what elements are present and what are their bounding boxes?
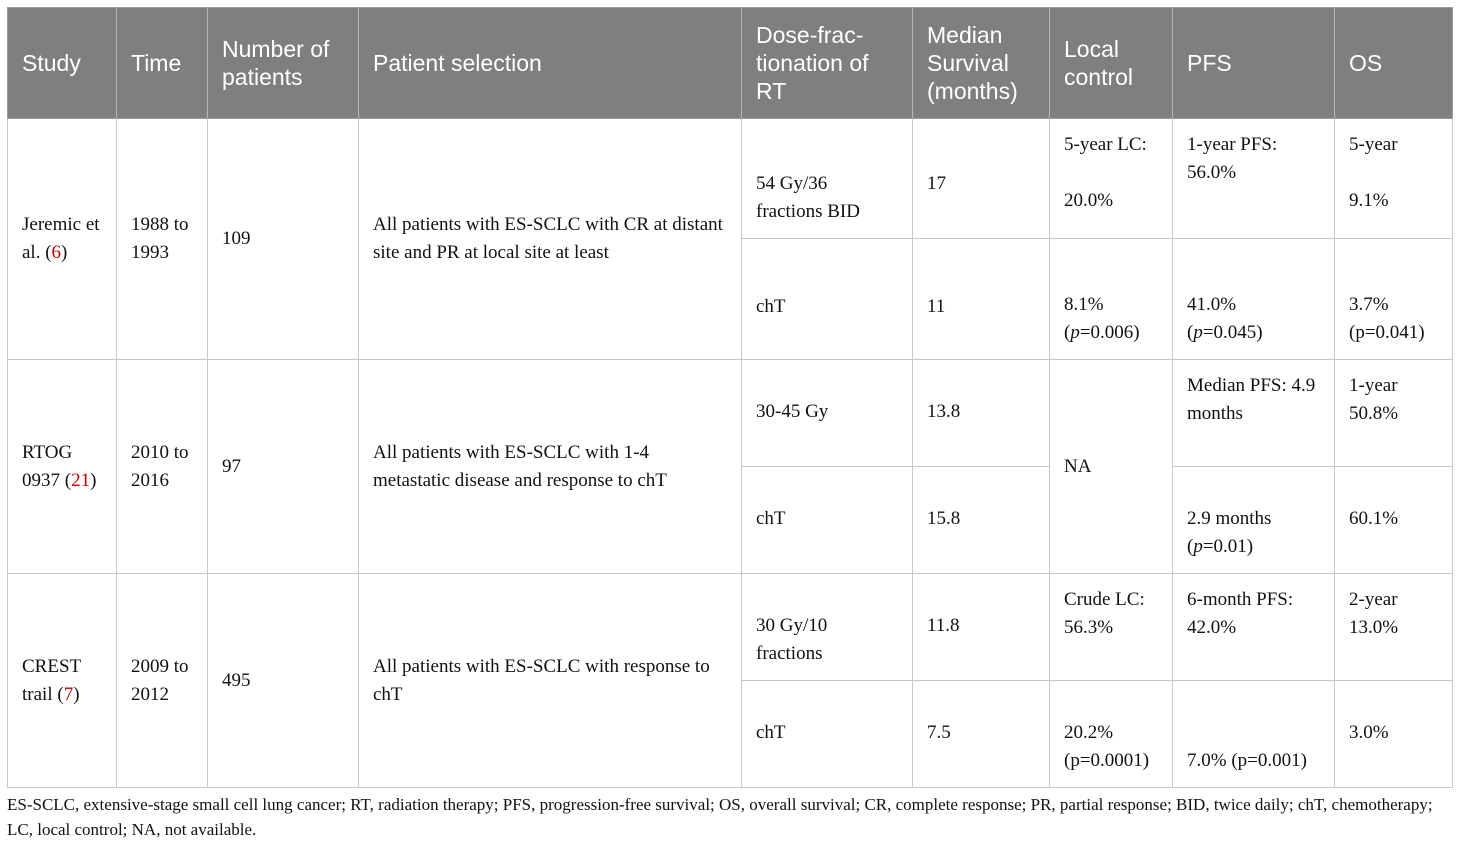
pfs-cell: 6-month PFS: 42.0% xyxy=(1173,574,1335,681)
header-os: OS xyxy=(1335,8,1453,119)
median-survival-cell: 7.5 xyxy=(913,681,1050,788)
selection-cell: All patients with ES-SCLC with response to chT xyxy=(359,574,742,788)
os-cell: 3.7% (p=0.041) xyxy=(1335,239,1453,360)
study-comparison-table xyxy=(7,7,1453,788)
pfs-cell: Median PFS: 4.9 months xyxy=(1173,360,1335,467)
table-row xyxy=(8,360,1453,467)
table-row xyxy=(8,574,1453,681)
os-cell: 2-year 13.0% xyxy=(1335,574,1453,681)
dose-cell: 30-45 Gy xyxy=(742,360,913,467)
header-local-control: Local control xyxy=(1050,8,1173,119)
os-cell: 1-year 50.8% xyxy=(1335,360,1453,467)
dose-cell: chT xyxy=(742,239,913,360)
dose-cell: chT xyxy=(742,467,913,574)
header-time: Time xyxy=(117,8,208,119)
median-survival-cell: 11.8 xyxy=(913,574,1050,681)
study-name: CREST trail ( xyxy=(22,655,81,705)
dose-cell: 54 Gy/36 fractions BID xyxy=(742,119,913,239)
median-survival-cell: 13.8 xyxy=(913,360,1050,467)
table-row xyxy=(8,119,1453,239)
time-cell: 1988 to 1993 xyxy=(117,119,208,360)
time-cell: 2009 to 2012 xyxy=(117,574,208,788)
reference-link[interactable]: 6 xyxy=(51,242,62,263)
median-survival-cell: 11 xyxy=(913,239,1050,360)
patients-cell: 97 xyxy=(208,360,359,574)
selection-cell: All patients with ES-SCLC with 1-4 metastatic disease and response to chT xyxy=(359,360,742,574)
table-container xyxy=(7,7,1452,788)
study-name: RTOG 0937 ( xyxy=(22,441,73,491)
patients-cell: 109 xyxy=(208,119,359,360)
header-study: Study xyxy=(8,8,117,119)
reference-link[interactable]: 21 xyxy=(71,469,91,491)
os-cell: 5-year 9.1% xyxy=(1335,119,1453,239)
time-cell: 2010 to 2016 xyxy=(117,360,208,574)
table-footnote: ES-SCLC, extensive-stage small cell lung cancer; RT, radiation therapy; PFS, progression-free survival; OS, overall survival; CR, complete response; PR, partial response; BID, twice daily; chT, chemotherapy; LC, local control; NA, not available. xyxy=(7,795,1433,839)
table-header-row xyxy=(8,8,1453,119)
header-number-of-patients: Number of patients xyxy=(208,8,359,119)
study-name: Jeremic et al. ( xyxy=(22,214,100,263)
median-survival-cell: 15.8 xyxy=(913,467,1050,574)
pfs-cell: 2.9 months (p=0.01) xyxy=(1173,467,1335,574)
local-control-cell: 20.2% (p=0.0001) xyxy=(1050,681,1173,788)
patients-cell: 495 xyxy=(208,574,359,788)
local-control-cell: 8.1% (p=0.006) xyxy=(1050,239,1173,360)
study-cell: CREST trail (7) xyxy=(8,574,117,788)
os-cell: 3.0% xyxy=(1335,681,1453,788)
median-survival-cell: 17 xyxy=(913,119,1050,239)
reference-link[interactable]: 7 xyxy=(63,683,74,705)
header-pfs: PFS xyxy=(1173,8,1335,119)
os-cell: 60.1% xyxy=(1335,467,1453,574)
header-patient-selection: Patient selection xyxy=(359,8,742,119)
local-control-cell: Crude LC: 56.3% xyxy=(1050,574,1173,681)
study-cell: RTOG 0937 (21) xyxy=(8,360,117,574)
header-median-survival: Median Survival (months) xyxy=(913,8,1050,119)
pfs-cell: 1-year PFS: 56.0% xyxy=(1173,119,1335,239)
header-dose-fractionation: Dose-frac-tionation of RT xyxy=(742,8,913,119)
study-cell: Jeremic et al. (6) xyxy=(8,119,117,360)
dose-cell: chT xyxy=(742,681,913,788)
pfs-cell: 41.0% (p=0.045) xyxy=(1173,239,1335,360)
local-control-cell: 5-year LC: 20.0% xyxy=(1050,119,1173,239)
selection-cell: All patients with ES-SCLC with CR at distant site and PR at local site at least xyxy=(359,119,742,360)
pfs-cell: 7.0% (p=0.001) xyxy=(1173,681,1335,788)
dose-cell: 30 Gy/10 fractions xyxy=(742,574,913,681)
local-control-cell: NA xyxy=(1050,360,1173,574)
